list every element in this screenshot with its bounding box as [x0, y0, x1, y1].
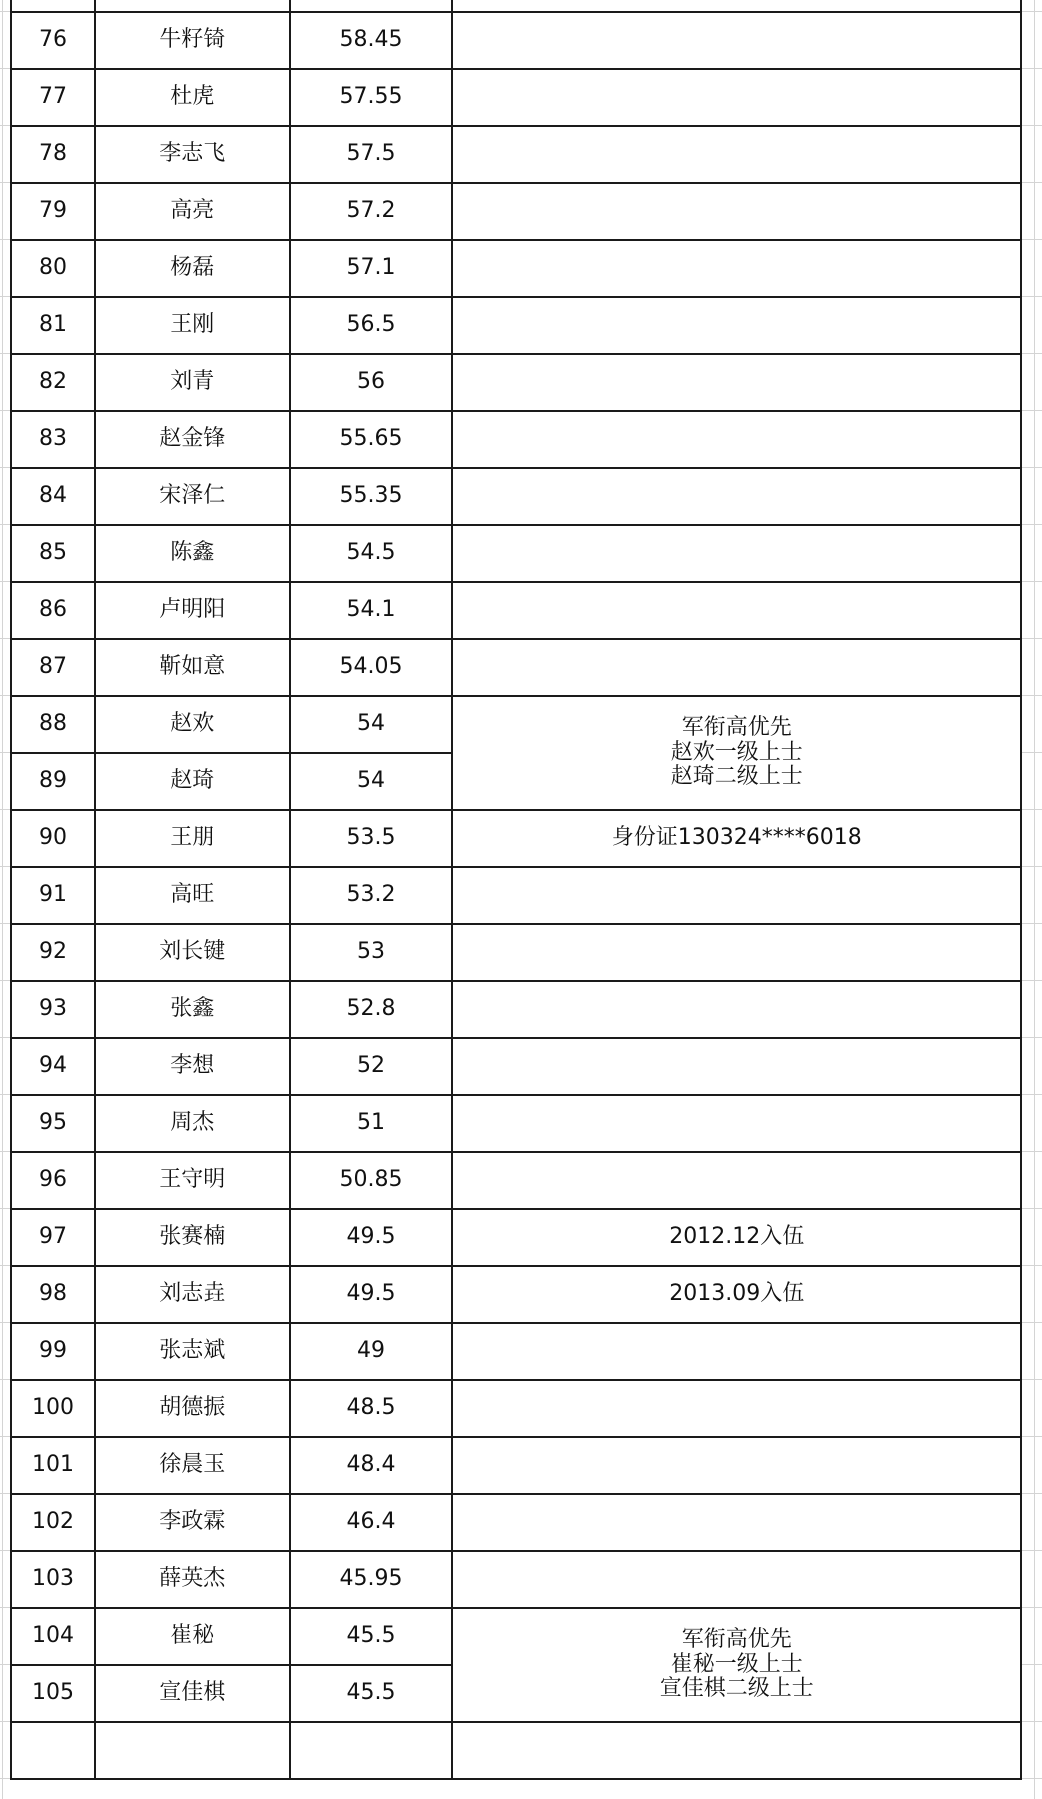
- score-cell[interactable]: 54.5: [290, 525, 453, 582]
- note-cell[interactable]: [452, 1152, 1021, 1209]
- note-cell[interactable]: [452, 183, 1021, 240]
- name-cell[interactable]: [95, 0, 290, 12]
- table-row: [11, 1722, 1021, 1779]
- row-number-cell[interactable]: 87: [11, 639, 95, 696]
- row-number-cell[interactable]: 92: [11, 924, 95, 981]
- table-row: [11, 69, 1021, 126]
- name-cell[interactable]: 李志飞: [95, 126, 290, 183]
- sheet-gridline: [1022, 923, 1042, 924]
- note-cell[interactable]: [452, 0, 1021, 12]
- note-cell[interactable]: [452, 981, 1021, 1038]
- note-cell[interactable]: 2013.09入伍: [452, 1266, 1021, 1323]
- table-row: [11, 1323, 1021, 1380]
- sheet-gridline: [2, 0, 3, 1799]
- sheet-gridline: [0, 1265, 10, 1266]
- sheet-gridline: [1022, 581, 1042, 582]
- name-cell[interactable]: 赵金锋: [95, 411, 290, 468]
- note-line: 军衔高优先: [681, 715, 792, 741]
- note-cell[interactable]: [452, 1380, 1021, 1437]
- row-number-cell[interactable]: 90: [11, 810, 95, 867]
- note-line: 赵琦二级上士: [670, 764, 803, 790]
- table-row: [11, 582, 1021, 639]
- sheet-gridline: [1022, 1550, 1042, 1551]
- note-cell[interactable]: [452, 696, 1021, 810]
- name-cell[interactable]: 周杰: [95, 1095, 290, 1152]
- sheet-gridline: [1022, 695, 1042, 696]
- score-cell[interactable]: 46.4: [290, 1494, 453, 1551]
- score-cell[interactable]: 49.5: [290, 1209, 453, 1266]
- score-cell[interactable]: [290, 1722, 453, 1779]
- note-cell[interactable]: 2012.12入伍: [452, 1209, 1021, 1266]
- sheet-gridline: [0, 1493, 10, 1494]
- table-row: [11, 1209, 1021, 1266]
- score-cell[interactable]: 56.5: [290, 297, 453, 354]
- row-number-cell[interactable]: 98: [11, 1266, 95, 1323]
- score-cell[interactable]: 57.1: [290, 240, 453, 297]
- table-row: [11, 525, 1021, 582]
- row-number-cell[interactable]: 95: [11, 1095, 95, 1152]
- sheet-gridline: [1022, 68, 1042, 69]
- sheet-gridline: [0, 1094, 10, 1095]
- note-cell[interactable]: [452, 924, 1021, 981]
- sheet-gridline: [1022, 1379, 1042, 1380]
- sheet-gridline: [0, 1721, 10, 1722]
- note-line: 宣佳棋二级上士: [659, 1676, 814, 1702]
- note-cell[interactable]: [452, 525, 1021, 582]
- score-cell[interactable]: 54: [290, 753, 453, 810]
- sheet-gridline: [0, 809, 10, 810]
- name-cell[interactable]: 牛籽锜: [95, 12, 290, 69]
- name-cell[interactable]: 赵欢: [95, 696, 290, 753]
- sheet-gridline: [0, 1037, 10, 1038]
- score-cell[interactable]: 45.5: [290, 1665, 453, 1722]
- note-cell[interactable]: [452, 297, 1021, 354]
- sheet-gridline: [1022, 980, 1042, 981]
- table-row: [11, 126, 1021, 183]
- note-cell[interactable]: 身份证130324****6018: [452, 810, 1021, 867]
- name-cell[interactable]: 王守明: [95, 1152, 290, 1209]
- sheet-gridline: [1022, 11, 1042, 12]
- name-cell[interactable]: 赵琦: [95, 753, 290, 810]
- note-cell[interactable]: [452, 867, 1021, 924]
- table-row: [11, 1494, 1021, 1551]
- score-cell[interactable]: 52: [290, 1038, 453, 1095]
- note-cell[interactable]: [452, 12, 1021, 69]
- row-number-cell[interactable]: 85: [11, 525, 95, 582]
- note-cell[interactable]: [452, 1437, 1021, 1494]
- note-cell[interactable]: [452, 1095, 1021, 1152]
- score-cell[interactable]: 45.5: [290, 1608, 453, 1665]
- score-cell[interactable]: 45.95: [290, 1551, 453, 1608]
- row-number-cell[interactable]: 102: [11, 1494, 95, 1551]
- sheet-gridline: [0, 1607, 10, 1608]
- name-cell[interactable]: 徐晨玉: [95, 1437, 290, 1494]
- table-row: [11, 354, 1021, 411]
- name-cell[interactable]: [95, 1722, 290, 1779]
- table-row: [11, 639, 1021, 696]
- table-row: [11, 0, 1021, 12]
- score-cell[interactable]: 50.85: [290, 1152, 453, 1209]
- row-number-cell[interactable]: 99: [11, 1323, 95, 1380]
- sheet-gridline: [1022, 1721, 1042, 1722]
- name-cell[interactable]: 李政霖: [95, 1494, 290, 1551]
- sheet-gridline: [0, 467, 10, 468]
- table-row: [11, 183, 1021, 240]
- row-number-cell[interactable]: 97: [11, 1209, 95, 1266]
- name-cell[interactable]: 靳如意: [95, 639, 290, 696]
- score-cell[interactable]: 57.55: [290, 69, 453, 126]
- sheet-gridline: [1022, 809, 1042, 810]
- sheet-gridline: [0, 1436, 10, 1437]
- note-cell[interactable]: [452, 411, 1021, 468]
- table-row: [11, 1551, 1021, 1608]
- score-cell[interactable]: 57.2: [290, 183, 453, 240]
- sheet-gridline: [0, 581, 10, 582]
- row-number-cell[interactable]: 94: [11, 1038, 95, 1095]
- note-cell[interactable]: [452, 1608, 1021, 1722]
- sheet-gridline: [0, 182, 10, 183]
- row-number-cell[interactable]: 77: [11, 69, 95, 126]
- sheet-gridline: [0, 125, 10, 126]
- sheet-gridline: [1022, 1607, 1042, 1608]
- name-cell[interactable]: 高亮: [95, 183, 290, 240]
- sheet-gridline: [1034, 0, 1035, 1799]
- row-number-cell[interactable]: 105: [11, 1665, 95, 1722]
- sheet-gridline: [0, 980, 10, 981]
- row-number-cell[interactable]: 103: [11, 1551, 95, 1608]
- score-cell[interactable]: 48.4: [290, 1437, 453, 1494]
- table-row: [11, 411, 1021, 468]
- name-cell[interactable]: 宋泽仁: [95, 468, 290, 525]
- table-row: [11, 1038, 1021, 1095]
- sheet-gridline: [1022, 866, 1042, 867]
- table-row: [11, 468, 1021, 525]
- name-cell[interactable]: 崔秘: [95, 1608, 290, 1665]
- row-number-cell[interactable]: 91: [11, 867, 95, 924]
- name-cell[interactable]: 卢明阳: [95, 582, 290, 639]
- sheet-gridline: [0, 1322, 10, 1323]
- sheet-gridline: [0, 11, 10, 12]
- score-cell[interactable]: [290, 0, 453, 12]
- row-number-cell[interactable]: [11, 0, 95, 12]
- table-row: [11, 1608, 1021, 1665]
- note-cell[interactable]: [452, 240, 1021, 297]
- table-row: [11, 1095, 1021, 1152]
- row-number-cell[interactable]: 88: [11, 696, 95, 753]
- table-row: [11, 12, 1021, 69]
- name-cell[interactable]: 刘志垚: [95, 1266, 290, 1323]
- sheet-gridline: [1022, 1151, 1042, 1152]
- note-cell[interactable]: [452, 639, 1021, 696]
- score-table: [10, 0, 1022, 1780]
- sheet-gridline: [0, 1550, 10, 1551]
- sheet-gridline: [1022, 1322, 1042, 1323]
- sheet-gridline: [1022, 1493, 1042, 1494]
- sheet-gridline: [1022, 1664, 1042, 1665]
- score-cell[interactable]: 51: [290, 1095, 453, 1152]
- note-cell[interactable]: [452, 1551, 1021, 1608]
- sheet-gridline: [1022, 1778, 1042, 1779]
- name-cell[interactable]: 薛英杰: [95, 1551, 290, 1608]
- note-cell[interactable]: [452, 468, 1021, 525]
- score-table-body: [11, 0, 1021, 1779]
- row-number-cell[interactable]: 104: [11, 1608, 95, 1665]
- sheet-gridline: [0, 68, 10, 69]
- row-number-cell[interactable]: [11, 1722, 95, 1779]
- sheet-gridline: [0, 239, 10, 240]
- table-row: [11, 867, 1021, 924]
- sheet-gridline: [1022, 353, 1042, 354]
- score-cell[interactable]: 48.5: [290, 1380, 453, 1437]
- note-cell[interactable]: [452, 1038, 1021, 1095]
- sheet-gridline: [1022, 296, 1042, 297]
- sheet-gridline: [0, 866, 10, 867]
- sheet-gridline: [1022, 239, 1042, 240]
- note-cell[interactable]: [452, 126, 1021, 183]
- sheet-gridline: [0, 638, 10, 639]
- sheet-gridline: [1022, 1037, 1042, 1038]
- name-cell[interactable]: 杨磊: [95, 240, 290, 297]
- sheet-gridline: [0, 1778, 10, 1779]
- score-cell[interactable]: 52.8: [290, 981, 453, 1038]
- row-number-cell[interactable]: 101: [11, 1437, 95, 1494]
- name-cell[interactable]: 胡德振: [95, 1380, 290, 1437]
- note-cell[interactable]: [452, 1494, 1021, 1551]
- note-line: 军衔高优先: [681, 1627, 792, 1653]
- sheet-gridline: [0, 1664, 10, 1665]
- name-cell[interactable]: 李想: [95, 1038, 290, 1095]
- sheet-gridline: [1022, 1094, 1042, 1095]
- sheet-gridline: [1022, 1208, 1042, 1209]
- score-cell[interactable]: 49: [290, 1323, 453, 1380]
- note-line: 崔秘一级上士: [670, 1651, 803, 1677]
- row-number-cell[interactable]: 93: [11, 981, 95, 1038]
- score-cell[interactable]: 54.1: [290, 582, 453, 639]
- row-number-cell[interactable]: 96: [11, 1152, 95, 1209]
- table-row: [11, 297, 1021, 354]
- score-cell[interactable]: 58.45: [290, 12, 453, 69]
- table-row: [11, 1380, 1021, 1437]
- name-cell[interactable]: 王朋: [95, 810, 290, 867]
- name-cell[interactable]: 宣佳棋: [95, 1665, 290, 1722]
- score-cell[interactable]: 54: [290, 696, 453, 753]
- score-cell[interactable]: 56: [290, 354, 453, 411]
- row-number-cell[interactable]: 89: [11, 753, 95, 810]
- row-number-cell[interactable]: 82: [11, 354, 95, 411]
- table-row: [11, 696, 1021, 753]
- name-cell[interactable]: 张志斌: [95, 1323, 290, 1380]
- name-cell[interactable]: 刘长键: [95, 924, 290, 981]
- name-cell[interactable]: 王刚: [95, 297, 290, 354]
- note-line: 赵欢一级上士: [670, 739, 803, 765]
- row-number-cell[interactable]: 86: [11, 582, 95, 639]
- sheet-gridline: [1022, 467, 1042, 468]
- row-number-cell[interactable]: 83: [11, 411, 95, 468]
- score-cell[interactable]: 53: [290, 924, 453, 981]
- name-cell[interactable]: 刘青: [95, 354, 290, 411]
- sheet-gridline: [1022, 182, 1042, 183]
- sheet-gridline: [0, 524, 10, 525]
- table-row: [11, 1152, 1021, 1209]
- row-number-cell[interactable]: 81: [11, 297, 95, 354]
- table-row: [11, 240, 1021, 297]
- sheet-gridline: [1022, 125, 1042, 126]
- sheet-gridline: [0, 695, 10, 696]
- row-number-cell[interactable]: 80: [11, 240, 95, 297]
- sheet-gridline: [0, 410, 10, 411]
- table-row: [11, 1266, 1021, 1323]
- sheet-gridline: [1022, 524, 1042, 525]
- sheet-gridline: [0, 1208, 10, 1209]
- table-row: [11, 981, 1021, 1038]
- row-number-cell[interactable]: 76: [11, 12, 95, 69]
- sheet-gridline: [0, 296, 10, 297]
- name-cell[interactable]: 高旺: [95, 867, 290, 924]
- sheet-gridline: [1022, 752, 1042, 753]
- row-number-cell[interactable]: 100: [11, 1380, 95, 1437]
- note-cell[interactable]: [452, 69, 1021, 126]
- score-cell[interactable]: 55.65: [290, 411, 453, 468]
- name-cell[interactable]: 张赛楠: [95, 1209, 290, 1266]
- row-number-cell[interactable]: 84: [11, 468, 95, 525]
- table-row: [11, 1437, 1021, 1494]
- score-cell[interactable]: 53.2: [290, 867, 453, 924]
- sheet-gridline: [1022, 1265, 1042, 1266]
- name-cell[interactable]: 杜虎: [95, 69, 290, 126]
- score-cell[interactable]: 54.05: [290, 639, 453, 696]
- sheet-gridline: [0, 752, 10, 753]
- note-cell[interactable]: [452, 582, 1021, 639]
- sheet-gridline: [0, 923, 10, 924]
- sheet-gridline: [1022, 1436, 1042, 1437]
- sheet-gridline: [1022, 410, 1042, 411]
- sheet-gridline: [0, 1379, 10, 1380]
- score-cell[interactable]: 55.35: [290, 468, 453, 525]
- table-row: [11, 924, 1021, 981]
- table-row: [11, 810, 1021, 867]
- name-cell[interactable]: 张鑫: [95, 981, 290, 1038]
- sheet-gridline: [0, 1151, 10, 1152]
- score-cell[interactable]: 57.5: [290, 126, 453, 183]
- sheet-gridline: [0, 353, 10, 354]
- row-number-cell[interactable]: 79: [11, 183, 95, 240]
- score-cell[interactable]: 53.5: [290, 810, 453, 867]
- name-cell[interactable]: 陈鑫: [95, 525, 290, 582]
- row-number-cell[interactable]: 78: [11, 126, 95, 183]
- sheet-gridline: [1022, 638, 1042, 639]
- note-cell[interactable]: [452, 1722, 1021, 1779]
- note-cell[interactable]: [452, 1323, 1021, 1380]
- score-cell[interactable]: 49.5: [290, 1266, 453, 1323]
- note-cell[interactable]: [452, 354, 1021, 411]
